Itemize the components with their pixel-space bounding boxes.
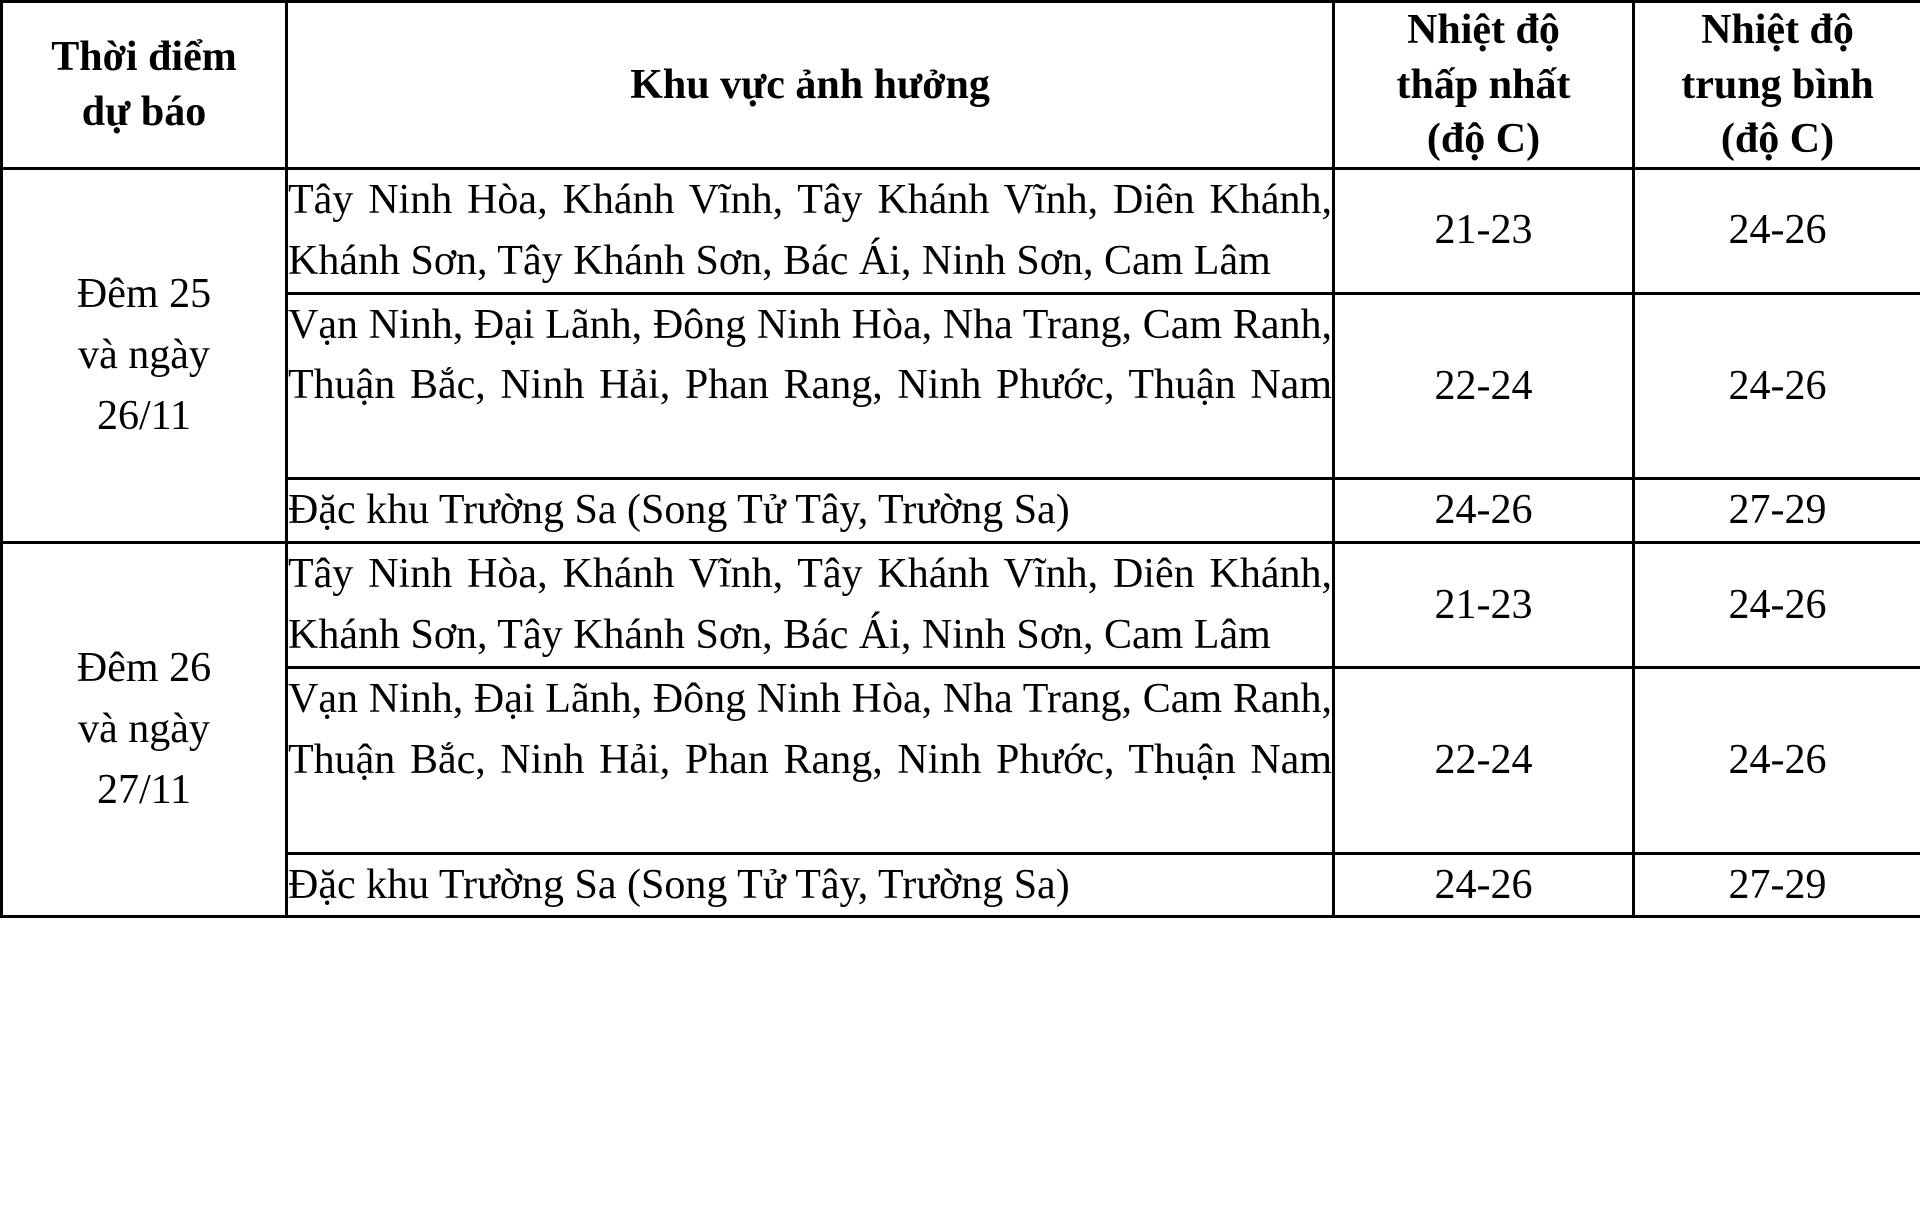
table-row	[2, 543, 1920, 668]
column-header-avg-temp-line-3: (độ C)	[1720, 116, 1835, 163]
time-cell-group-2-line-3: 27/11	[96, 767, 192, 814]
column-header-min-temp-line-1: Nhiệt độ	[1407, 7, 1560, 53]
column-header-area: Khu vực ảnh hưởng	[287, 2, 1334, 169]
min-temp-cell: 22-24	[1334, 667, 1634, 853]
area-text: Vạn Ninh, Đại Lãnh, Đông Ninh Hòa, Nha Trang, Cam Ranh, Thuận Bắc, Ninh Hải, Phan Rang, Ninh Phước, Thuận Nam	[288, 301, 1332, 409]
column-header-time-line-1: Thời điểm	[51, 34, 237, 81]
min-temp-cell: 24-26	[1334, 479, 1634, 543]
avg-temp-cell: 24-26	[1634, 293, 1920, 479]
column-header-avg-temp	[1634, 2, 1920, 169]
time-cell-group-1-line-1: Đêm 25	[76, 271, 212, 318]
area-cell	[287, 667, 1334, 853]
area-cell	[287, 853, 1334, 917]
table-row	[2, 168, 1920, 293]
time-cell-group-2-line-2: và ngày	[78, 706, 210, 753]
area-text: Đặc khu Trường Sa (Song Tử Tây, Trường Sa)	[288, 861, 1070, 908]
area-text: Đặc khu Trường Sa (Song Tử Tây, Trường Sa)	[288, 487, 1070, 534]
area-cell	[287, 168, 1334, 293]
column-header-time	[2, 2, 287, 169]
min-temp-cell: 21-23	[1334, 168, 1634, 293]
time-cell-group-2-line-1: Đêm 26	[76, 645, 212, 692]
table-row	[2, 853, 1920, 917]
column-header-min-temp-line-3: (độ C)	[1426, 116, 1541, 163]
time-cell-group-1-line-2: và ngày	[78, 332, 210, 378]
area-cell	[287, 293, 1334, 479]
time-cell-group-1-line-3: 26/11	[96, 392, 192, 439]
area-cell	[287, 543, 1334, 668]
column-header-min-temp	[1334, 2, 1634, 169]
area-text: Tây Ninh Hòa, Khánh Vĩnh, Tây Khánh Vĩnh, Diên Khánh, Khánh Sơn, Tây Khánh Sơn, Bác Ái, Ninh Sơn, Cam Lâm	[288, 551, 1332, 659]
column-header-min-temp-line-2: thấp nhất	[1396, 61, 1571, 108]
avg-temp-cell: 24-26	[1634, 543, 1920, 668]
avg-temp-cell: 27-29	[1634, 853, 1920, 917]
table-header-row	[2, 2, 1920, 169]
min-temp-cell: 22-24	[1334, 293, 1634, 479]
time-cell-group-1	[2, 168, 287, 542]
avg-temp-cell: 27-29	[1634, 479, 1920, 543]
avg-temp-cell: 24-26	[1634, 667, 1920, 853]
area-text: Tây Ninh Hòa, Khánh Vĩnh, Tây Khánh Vĩnh, Diên Khánh, Khánh Sơn, Tây Khánh Sơn, Bác Ái, Ninh Sơn, Cam Lâm	[288, 176, 1332, 284]
time-cell-group-2	[2, 543, 287, 917]
area-cell	[287, 479, 1334, 543]
area-text: Vạn Ninh, Đại Lãnh, Đông Ninh Hòa, Nha Trang, Cam Ranh, Thuận Bắc, Ninh Hải, Phan Rang, Ninh Phước, Thuận Nam	[288, 675, 1332, 783]
table-row	[2, 479, 1920, 543]
column-header-avg-temp-line-1: Nhiệt độ	[1701, 7, 1854, 53]
table-row	[2, 667, 1920, 853]
avg-temp-cell: 24-26	[1634, 168, 1920, 293]
min-temp-cell: 24-26	[1334, 853, 1634, 917]
table-row	[2, 293, 1920, 479]
column-header-avg-temp-line-2: trung bình	[1681, 61, 1874, 108]
column-header-time-line-2: dự báo	[81, 88, 207, 135]
min-temp-cell: 21-23	[1334, 543, 1634, 668]
